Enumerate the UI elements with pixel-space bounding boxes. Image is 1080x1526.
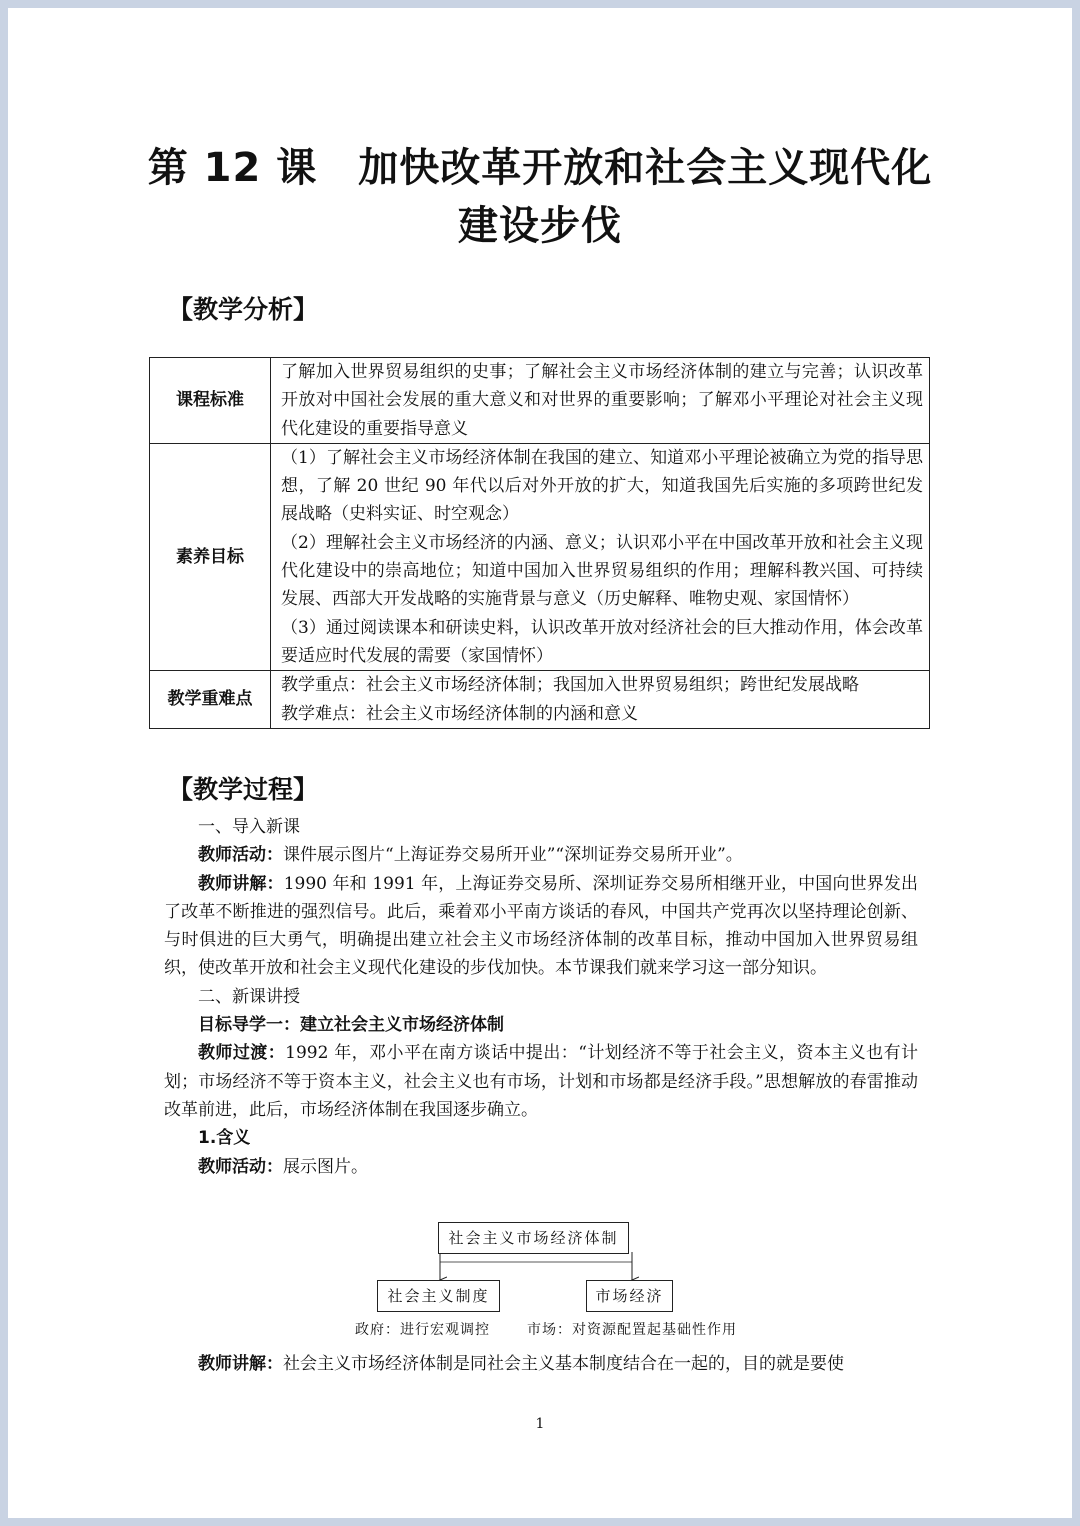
goal-heading: 目标导学一：建立社会主义市场经济体制	[198, 1015, 504, 1036]
subheading-meaning: 1.含义	[198, 1128, 251, 1149]
analysis-heading: 【教学分析】	[168, 295, 319, 324]
goal-item-3: （3）通过阅读课本和研读史料，认识改革开放对经济社会的巨大推动作用，体会改革要适应时代发展的需要（家国情怀）	[281, 617, 923, 666]
paragraph-text: 展示图片。	[283, 1156, 368, 1177]
paragraph	[164, 841, 918, 869]
document-page	[8, 8, 1072, 1518]
table-row	[150, 443, 930, 670]
process-body-cont	[164, 1350, 918, 1378]
lesson-title-line2: 建设步伐	[458, 203, 622, 249]
row-label: 素养目标	[150, 443, 271, 670]
paragraph-text: 1990 年和 1991 年，上海证券交易所、深圳证券交易所相继开业，中国向世界发出了改革不断推进的强烈信号。此后，乘着邓小平南方谈话的春风，中国共产党再次以坚持理论创新、与时俱进的巨大勇气，明确提出建立社会主义市场经济体制的改革目标，推动中国加入世界贸易组织，使改革开放和社会主义现代化建设的步伐加快。本节课我们就来学习这一部分知识。	[164, 873, 918, 979]
section-intro: 一、导入新课	[198, 817, 300, 837]
paragraph	[164, 1153, 918, 1181]
goal-item-2: （2）理解社会主义市场经济的内涵、意义；认识邓小平在中国改革开放和社会主义现代化建设中的崇高地位；知道中国加入世界贸易组织的作用；理解科教兴国、可持续发展、西部大开发战略的实施背景与意义（历史解释、唯物史观、家国情怀）	[281, 532, 923, 610]
paragraph-label: 教师活动：	[198, 845, 283, 866]
diagram-box-market-economy: 市场经济	[586, 1280, 673, 1312]
curriculum-standard-text: 了解加入世界贸易组织的史事；了解社会主义市场经济体制的建立与完善；认识改革开放对中国社会发展的重大意义和对世界的重要影响；了解邓小平理论对社会主义现代化建设的重要指导意义	[271, 358, 930, 444]
difficult-point: 教学难点：社会主义市场经济体制的内涵和意义	[281, 703, 638, 724]
process-heading: 【教学过程】	[168, 775, 319, 804]
section-new-lesson: 二、新课讲授	[198, 986, 300, 1007]
row-label: 教学重难点	[150, 671, 271, 729]
table-row	[150, 358, 930, 444]
diagram-box-socialist-system: 社会主义制度	[377, 1280, 500, 1312]
paragraph-label: 教师活动：	[198, 1156, 283, 1177]
paragraph	[164, 1350, 918, 1378]
process-body	[164, 813, 918, 1181]
diagram-note-government: 政府：进行宏观调控	[355, 1322, 490, 1338]
page-number: 1	[535, 1416, 545, 1432]
key-point: 教学重点：社会主义市场经济体制；我国加入世界贸易组织；跨世纪发展战略	[281, 675, 859, 696]
paragraph-label: 教师讲解：	[198, 1354, 283, 1374]
paragraph-text: 1992 年，邓小平在南方谈话中提出：“计划经济不等于社会主义，资本主义也有计划；市场经济不等于资本主义，社会主义也有市场，计划和市场都是经济手段。”思想解放的春雷推动改革前进，此后，市场经济体制在我国逐步确立。	[164, 1043, 919, 1120]
competency-goals-cell	[271, 443, 930, 670]
analysis-table	[149, 357, 930, 729]
diagram-box-market-economy-system: 社会主义市场经济体制	[438, 1222, 629, 1254]
key-points-cell	[271, 671, 930, 729]
row-label: 课程标准	[150, 358, 271, 444]
paragraph	[164, 1039, 918, 1124]
table-row	[150, 671, 930, 729]
paragraph-text: 课件展示图片“上海证券交易所开业”“深圳证券交易所开业”。	[283, 845, 743, 866]
lesson-title-line1: 第 12 课 加快改革开放和社会主义现代化	[147, 145, 933, 191]
paragraph	[164, 870, 918, 983]
paragraph-label: 教师讲解：	[198, 873, 284, 894]
paragraph-label: 教师过渡：	[198, 1043, 286, 1064]
paragraph-text: 社会主义市场经济体制是同社会主义基本制度结合在一起的，目的就是要使	[283, 1354, 844, 1374]
diagram-note-market: 市场：对资源配置起基础性作用	[527, 1322, 737, 1338]
goal-item-1: （1）了解社会主义市场经济体制在我国的建立、知道邓小平理论被确立为党的指导思想，了解 20 世纪 90 年代以后对外开放的扩大，知道我国先后实施的多项跨世纪发展战略（史料实证、时空观念）	[281, 447, 923, 525]
